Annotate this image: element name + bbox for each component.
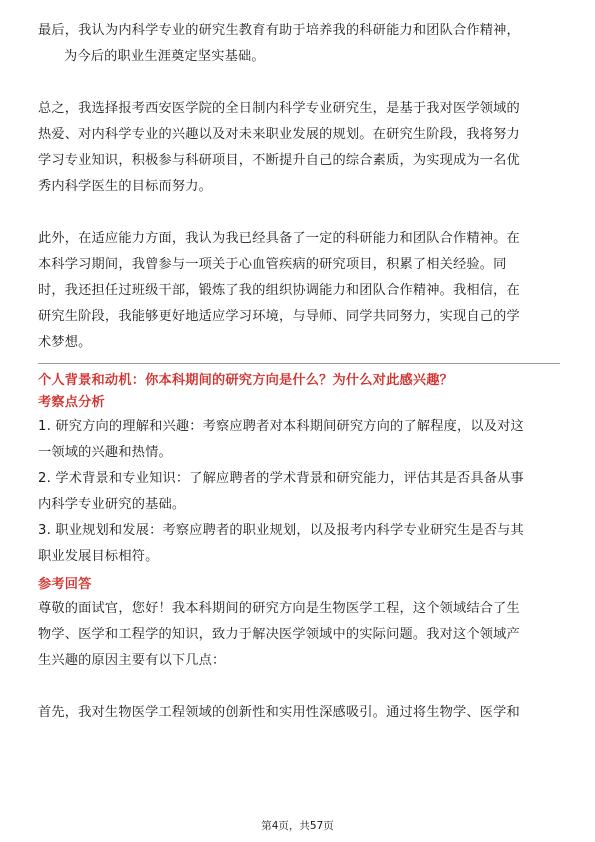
text-line: 总之，我选择报考西安医学院的全日制内科学专业研究生，是基于我对医学领域的 [38,101,520,116]
list-item: 2. 学术背景和专业知识：了解应聘者的学术背景和研究能力，评估其是否具备从事 [38,471,524,486]
list-item-cont: 职业发展目标相符。 [38,549,159,564]
text-line: 术梦想。 [38,335,92,350]
text-line: 时，我还担任过班级干部，锻炼了我的组织协调能力和团队合作精神。我相信，在 [38,283,520,298]
text-line: 最后，我认为内科学专业的研究生教育有助于培养我的科研能力和团队合作精神， [38,23,520,38]
text-line: 首先，我对生物医学工程领域的创新性和实用性深感吸引。通过将生物学、医学和 [38,705,520,720]
text-line: 尊敬的面试官，您好！我本科期间的研究方向是生物医学工程，这个领域结合了生 [38,601,520,616]
text-line: 本科学习期间，我曾参与一项关于心血管疾病的研究项目，积累了相关经验。同 [38,257,507,272]
paragraph-summary [38,96,560,200]
list-item-cont: 一领域的兴趣和热情。 [38,445,172,460]
interview-question: 个人背景和动机：你本科期间的研究方向是什么？为什么对此感兴趣？ [38,373,454,388]
answer-paragraph-2 [38,700,560,726]
text-line: 学习专业知识，积极参与科研项目，不断提升自己的综合素质，为实现成为一名优 [38,153,520,168]
paragraph-conclusion-last [38,18,560,70]
text-line: 为今后的职业生涯奠定坚实基础。 [64,49,265,64]
section-divider [38,363,560,364]
text-line: 物学、医学和工程学的知识，致力于解决医学领域中的实际问题。我对这个领域产 [38,627,520,642]
analysis-heading: 考察点分析 [38,395,105,410]
list-item: 3. 职业规划和发展：考察应聘者的职业规划，以及报考内科学专业研究生是否与其 [38,523,524,538]
list-item-cont: 内科学专业研究的基础。 [38,497,186,512]
page-number: 第4页，共57页 [261,820,334,832]
text-line: 热爱、对内科学专业的兴趣以及对未来职业发展的规划。在研究生阶段，我将努力 [38,127,520,142]
answer-heading: 参考回答 [38,577,92,592]
paragraph-adaptability [38,226,560,356]
answer-paragraph-1 [38,596,560,674]
text-line: 秀内科学医生的目标而努力。 [38,179,213,194]
text-line: 研究生阶段，我能够更好地适应学习环境，与导师、同学共同努力，实现自己的学 [38,309,520,324]
analysis-list [38,414,560,570]
text-line: 此外，在适应能力方面，我认为我已经具备了一定的科研能力和团队合作精神。在 [38,231,520,246]
text-line: 生兴趣的原因主要有以下几点： [38,653,226,668]
document-page [38,18,560,726]
list-item: 1. 研究方向的理解和兴趣：考察应聘者对本科期间研究方向的了解程度，以及对这 [38,419,524,434]
